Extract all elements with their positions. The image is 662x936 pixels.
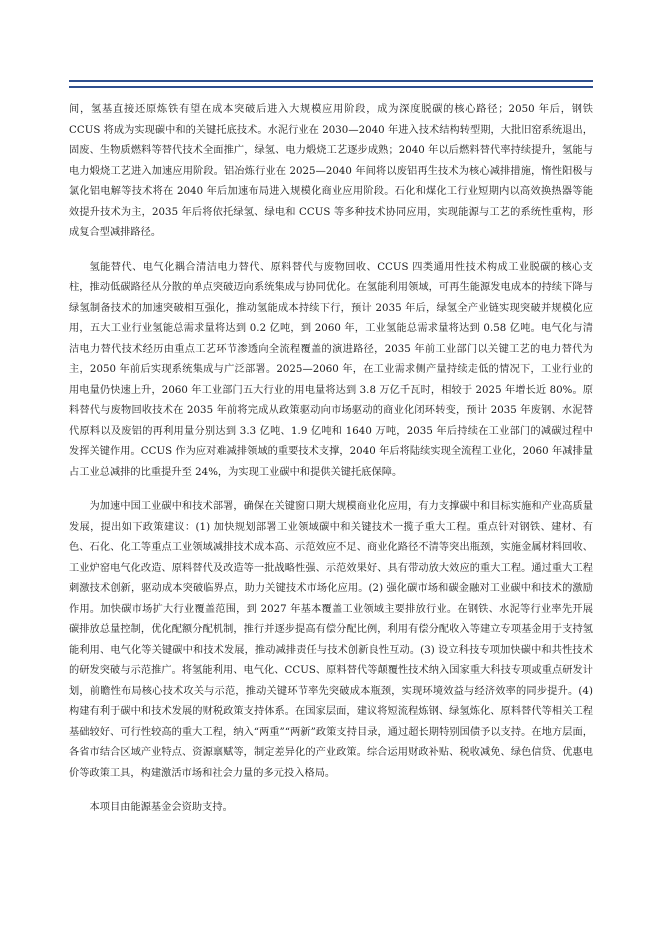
document-body [69,100,593,833]
header-rule-top [69,80,593,82]
paragraph-continuation: 间，氢基直接还原炼铁有望在成本突破后进入大规模应用阶段，成为深度脱碳的核心路径；2050 年后，钢铁 CCUS 将成为实现碳中和的关键托底技术。水泥行业在 2030—2040 年进入技术结构转型期，大批旧窑系统退出，固废、生物质燃料等替代技术全面推广，绿氢、电力煅烧工艺逐步成熟；2040 年以后燃料替代率持续提升，氢能与电力煅烧工艺进入加速应用阶段。铝冶炼行业在 2025—2040 年间将以废铝再生技术为核心减排措施，惰性阳极与氯化铝电解等技术将在 2040 年后加速布局进入规模化商业应用阶段。石化和煤化工行业短期内以高效换热器等能效提升技术为主，2035 年后将依托绿氢、绿电和 CCUS 等多种技术协同应用，实现能源与工艺的系统性重构，形成复合型减排路径。 [69,104,593,238]
paragraph-funding-acknowledgement: 本项目由能源基金会资助支持。 [89,802,233,813]
header-rule-bottom [69,86,593,88]
paragraph-general-technologies: 氢能替代、电气化耦合清洁电力替代、原料替代与废物回收、CCUS 四类通用性技术构成工业脱碳的核心支柱，推动低碳路径从分散的单点突破迈向系统集成与协同优化。在氢能利用领域，可再生能源发电成本的持续下降与绿氢制备技术的加速突破相互强化，推动氢能成本持续下行，预计 2035 年后，绿氢全产业链实现突破并规模化应用，五大工业行业氢能总需求量将达到 0.2 亿吨，到 2060 年，工业氢能总需求量将达到 0.58 亿吨。电气化与清洁电力替代技术经历由重点工艺环节渗透向全流程覆盖的演进路径，2035 年前工业部门以关键工艺的电力替代为主，2050 年前后实现系统集成与广泛部署。2025—2060 年，在工业需求侧产量持续走低的情况下，工业行业的用电量仍快速上升，2060 年工业部门五大行业的用电量将达到 3.8 万亿千瓦时，相较于 2025 年增长近 80%。原料替代与废物回收技术在 2035 年前将完成从政策驱动向市场驱动的商业化闭环转变，预计 2035 年废钢、水泥替代原料以及废铝的再利用量分别达到 3.3 亿吨、1.9 亿吨和 1640 万吨，2035 年后持续在工业部门的减碳过程中发挥关键作用。CCUS 作为应对难减排领域的重要技术支撑，2040 年后将陆续实现全流程工业化，2060 年减排量占工业总减排的比重提升至 24%，为实现工业碳中和提供关键托底保障。 [69,261,593,478]
paragraph-policy-recommendations: 为加速中国工业碳中和技术部署，确保在关键窗口期大规模商业化应用，有力支撑碳中和目标实施和产业高质量发展，提出如下政策建议：(1) 加快规划部署工业领域碳中和关键技术一揽子重大工程。重点针对钢铁、建材、有色、石化、化工等重点工业领域减排技术成本高、示范效应不足、商业化路径不清等突出瓶颈，实施金属材料回收、工业炉窑电气化改造、原料替代及改造等一批战略性强、示范效果好、具有带动放大效应的重大工程。通过重大工程刺激技术创新，驱动成本突破临界点，助力关键技术市场化应用。(2) 强化碳市场和碳金融对工业碳中和技术的激励作用。加快碳市场扩大行业覆盖范围，到 2027 年基本覆盖工业领域主要排放行业。在钢铁、水泥等行业率先开展碳排放总量控制，优化配额分配机制，推行并逐步提高有偿分配比例，利用有偿分配收入等建立专项基金用于支持氢能利用、电气化等关键碳中和技术发展，推动减排责任与技术创新良性互动。(3) 设立科技专项加快碳中和共性技术的研发突破与示范推广。将氢能利用、电气化、CCUS、原料替代等颠覆性技术纳入国家重大科技专项或重点研发计划，前瞻性布局核心技术攻关与示范，推动关键环节率先突破成本瓶颈，实现环境效益与经济效率的同步提升。(4) 构建有利于碳中和技术发展的财税政策支持体系。在国家层面，建议将短流程炼钢、绿氢炼化、原料替代等相关工程基础较好、可行性较高的重大工程，纳入“两重”“两新”政策支持目录，通过超长期特别国债予以支持。在地方层面，各省市结合区域产业特点、资源禀赋等，制定差异化的产业政策。综合运用财政补贴、税收减免、绿色信贷、优惠电价等政策工具，构建激活市场和社会力量的多元投入格局。 [69,501,593,779]
